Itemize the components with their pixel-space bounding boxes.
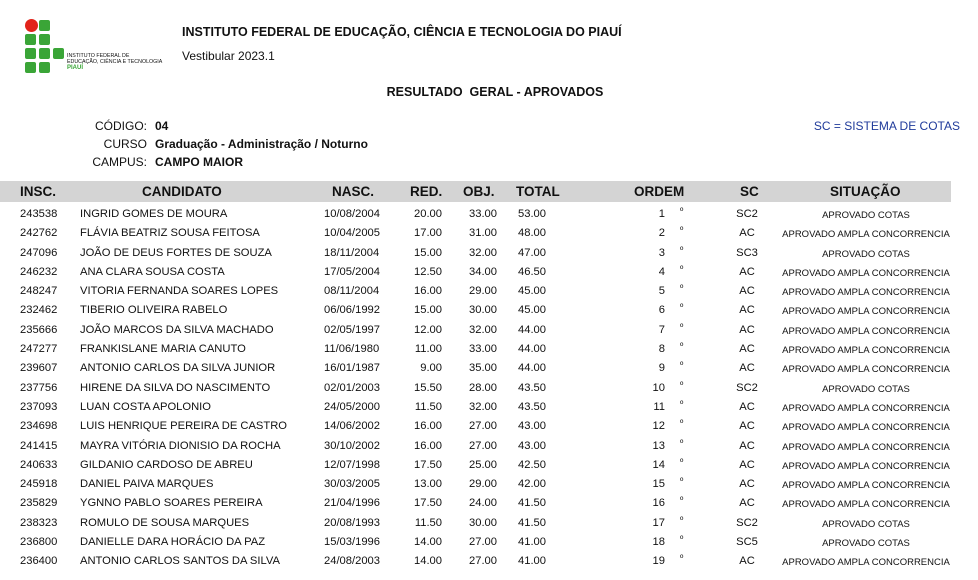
cell-obj: 25.00	[469, 458, 497, 471]
cell-insc: 239607	[20, 362, 58, 375]
table-row	[0, 456, 978, 475]
cell-total: 48.00	[518, 227, 546, 240]
cell-ordem: 3	[658, 246, 665, 259]
cell-nasc: 18/11/2004	[324, 246, 380, 259]
cell-red: 11.50	[414, 400, 442, 413]
cell-sc: SC2	[736, 516, 758, 529]
cell-ordem: 4	[658, 265, 665, 278]
cell-situacao: APROVADO COTAS	[822, 210, 910, 221]
cell-insc: 247096	[20, 246, 58, 259]
cell-sc: AC	[739, 439, 755, 452]
cell-sc: AC	[739, 362, 755, 375]
exam-subtitle: Vestibular 2023.1	[182, 49, 275, 63]
cell-nasc: 20/08/1993	[324, 516, 380, 529]
table-row	[0, 494, 978, 513]
cell-insc: 242762	[20, 227, 58, 240]
cell-situacao: APROVADO COTAS	[822, 383, 910, 395]
cell-obj: 33.00	[469, 343, 497, 356]
cell-candidato: FRANKISLANE MARIA CANUTO	[80, 343, 246, 356]
cell-obj: 31.00	[469, 227, 497, 240]
cell-ordem: 1	[658, 208, 665, 220]
cell-red: 17.50	[414, 458, 442, 471]
cell-total: 41.50	[518, 497, 546, 510]
cell-red: 17.00	[414, 227, 442, 240]
cell-obj: 32.00	[469, 323, 497, 336]
cell-insc: 235666	[20, 323, 58, 336]
cell-sc: AC	[739, 265, 755, 278]
cell-sc: AC	[739, 555, 755, 568]
cell-situacao: APROVADO AMPLA CONCORRENCIA	[782, 402, 950, 414]
curso-value: Graduação - Administração / Noturno	[155, 137, 368, 151]
cell-situacao: APROVADO AMPLA CONCORRENCIA	[782, 229, 950, 241]
cell-insc: 237756	[20, 381, 58, 394]
cell-candidato: YGNNO PABLO SOARES PEREIRA	[80, 497, 263, 510]
cell-insc: 245918	[20, 478, 58, 491]
cell-ordem: 9	[658, 362, 665, 375]
cell-ordem: 11	[653, 400, 665, 413]
cell-candidato: ANTONIO CARLOS DA SILVA JUNIOR	[80, 362, 276, 375]
cell-nasc: 30/03/2005	[324, 478, 380, 491]
cell-insc: 236400	[20, 555, 58, 568]
cell-nasc: 06/06/1992	[324, 304, 380, 317]
ordinal-mark: º	[680, 437, 684, 448]
ordinal-mark: º	[680, 244, 684, 255]
cell-sc: SC2	[736, 381, 758, 394]
col-header-candidato: CANDIDATO	[142, 184, 222, 199]
col-header-situacao: SITUAÇÃO	[830, 184, 901, 199]
cell-total: 46.50	[518, 265, 546, 278]
curso-label: CURSO	[103, 137, 147, 151]
cell-ordem: 10	[652, 381, 665, 394]
cell-obj: 27.00	[469, 536, 497, 549]
cell-candidato: JOÃO MARCOS DA SILVA MACHADO	[80, 323, 274, 336]
cell-candidato: DANIELLE DARA HORÁCIO DA PAZ	[80, 536, 266, 549]
cell-total: 44.00	[518, 343, 546, 356]
ordinal-mark: º	[680, 495, 684, 506]
cell-situacao: APROVADO AMPLA CONCORRENCIA	[782, 325, 950, 337]
cell-insc: 247277	[20, 343, 58, 356]
cell-situacao: APROVADO AMPLA CONCORRENCIA	[782, 557, 950, 569]
cell-total: 43.50	[518, 400, 546, 413]
cell-nasc: 14/06/2002	[324, 420, 380, 433]
codigo-line	[77, 119, 168, 133]
cell-situacao: APROVADO AMPLA CONCORRENCIA	[782, 345, 950, 357]
cell-candidato: HIRENE DA SILVA DO NASCIMENTO	[80, 381, 271, 394]
cell-obj: 30.00	[469, 304, 497, 317]
ordinal-mark: º	[680, 263, 684, 274]
cell-ordem: 7	[658, 323, 665, 336]
cell-sc: AC	[739, 478, 755, 491]
cell-red: 16.00	[414, 439, 442, 452]
table-row	[0, 398, 978, 417]
cell-ordem: 16	[652, 497, 665, 510]
cell-red: 14.00	[414, 555, 442, 568]
cell-candidato: TIBERIO OLIVEIRA RABELO	[80, 304, 228, 317]
cell-ordem: 2	[658, 227, 665, 240]
table-row	[0, 533, 978, 552]
cell-red: 11.50	[414, 516, 442, 529]
cell-nasc: 12/07/1998	[324, 458, 380, 471]
col-header-sc: SC	[740, 184, 759, 199]
cell-candidato: JOÃO DE DEUS FORTES DE SOUZA	[80, 246, 272, 259]
cell-total: 45.00	[518, 285, 546, 298]
cell-nasc: 24/08/2003	[324, 555, 380, 568]
cell-red: 13.00	[414, 478, 442, 491]
cell-nasc: 17/05/2004	[324, 265, 380, 278]
campus-label: CAMPUS:	[92, 155, 147, 169]
cell-total: 41.50	[518, 516, 546, 529]
cell-nasc: 02/05/1997	[324, 323, 380, 336]
cell-total: 47.00	[518, 246, 546, 259]
curso-line	[77, 137, 368, 151]
cell-ordem: 6	[658, 304, 665, 317]
cell-insc: 243538	[20, 208, 58, 220]
cell-obj: 27.00	[469, 420, 497, 433]
cell-obj: 28.00	[469, 381, 497, 394]
cell-ordem: 17	[652, 516, 665, 529]
cell-insc: 237093	[20, 400, 58, 413]
cell-sc: AC	[739, 343, 755, 356]
cell-situacao: APROVADO AMPLA CONCORRENCIA	[782, 460, 950, 472]
cell-obj: 30.00	[469, 516, 497, 529]
cell-candidato: INGRID GOMES DE MOURA	[80, 208, 228, 220]
cell-ordem: 5	[658, 285, 665, 298]
cell-situacao: APROVADO AMPLA CONCORRENCIA	[782, 499, 950, 511]
cell-sc: SC2	[736, 208, 758, 220]
cell-candidato: ROMULO DE SOUSA MARQUES	[80, 516, 250, 529]
cell-sc: SC5	[736, 536, 758, 549]
ordinal-mark: º	[680, 476, 684, 487]
cell-sc: SC3	[736, 246, 758, 259]
table-row	[0, 263, 978, 282]
cell-situacao: APROVADO COTAS	[822, 248, 910, 260]
cell-red: 14.00	[414, 536, 442, 549]
cell-insc: 232462	[20, 304, 58, 317]
cell-insc: 235829	[20, 497, 58, 510]
cell-obj: 32.00	[469, 246, 497, 259]
result-title: RESULTADO GERAL - APROVADOS	[386, 85, 604, 99]
cell-ordem: 19	[652, 555, 665, 568]
cell-situacao: APROVADO COTAS	[822, 538, 910, 550]
cell-nasc: 16/01/1987	[324, 362, 380, 375]
table-row	[0, 552, 978, 571]
cell-sc: AC	[739, 285, 755, 298]
col-header-total: TOTAL	[516, 184, 560, 199]
col-header-ordem: ORDEM	[634, 184, 685, 199]
cell-situacao: APROVADO AMPLA CONCORRENCIA	[782, 306, 950, 318]
cell-candidato: VITORIA FERNANDA SOARES LOPES	[80, 285, 279, 298]
ordinal-mark: º	[680, 534, 684, 545]
cotas-legend: SC = SISTEMA DE COTAS	[813, 119, 960, 133]
ordinal-mark: º	[680, 360, 684, 371]
cell-total: 42.50	[518, 458, 546, 471]
table-row	[0, 475, 978, 494]
cell-red: 17.50	[414, 497, 442, 510]
table-row	[0, 282, 978, 301]
cell-candidato: LUAN COSTA APOLONIO	[80, 400, 211, 413]
table-row	[0, 340, 978, 359]
ordinal-mark: º	[680, 206, 684, 216]
cell-nasc: 24/05/2000	[324, 400, 380, 413]
cell-situacao: APROVADO AMPLA CONCORRENCIA	[782, 364, 950, 376]
cell-total: 41.00	[518, 536, 546, 549]
cell-nasc: 11/06/1980	[324, 343, 380, 356]
ordinal-mark: º	[680, 514, 684, 525]
cell-ordem: 14	[652, 458, 665, 471]
cell-insc: 238323	[20, 516, 58, 529]
table-row	[0, 205, 978, 224]
cell-total: 41.00	[518, 555, 546, 568]
cell-sc: AC	[739, 323, 755, 336]
logo-text: INSTITUTO FEDERAL DE EDUCAÇÃO, CIÊNCIA E TECNOLOGIA PIAUÍ	[67, 53, 163, 71]
cell-red: 11.00	[414, 343, 442, 356]
ifpi-logo	[25, 19, 165, 77]
cell-insc: 236800	[20, 536, 58, 549]
cell-insc: 246232	[20, 265, 58, 278]
cell-total: 43.00	[518, 439, 546, 452]
cell-obj: 24.00	[469, 497, 497, 510]
cell-candidato: ANTONIO CARLOS SANTOS DA SILVA	[80, 555, 280, 568]
ordinal-mark: º	[680, 418, 684, 429]
table-row	[0, 359, 978, 378]
col-header-red: RED.	[410, 184, 443, 199]
cell-obj: 29.00	[469, 285, 497, 298]
table-row	[0, 379, 978, 398]
cell-nasc: 02/01/2003	[324, 381, 380, 394]
cell-sc: AC	[739, 227, 755, 240]
cell-ordem: 8	[658, 343, 665, 356]
cell-nasc: 10/08/2004	[324, 208, 380, 220]
cell-total: 44.00	[518, 362, 546, 375]
cell-obj: 35.00	[469, 362, 497, 375]
cell-candidato: MAYRA VITÓRIA DIONISIO DA ROCHA	[80, 439, 281, 452]
ordinal-mark: º	[680, 225, 684, 236]
campus-value: CAMPO MAIOR	[155, 155, 243, 169]
ordinal-mark: º	[680, 398, 684, 409]
ordinal-mark: º	[680, 456, 684, 467]
cell-situacao: APROVADO AMPLA CONCORRENCIA	[782, 441, 950, 453]
cell-red: 15.00	[414, 304, 442, 317]
cell-situacao: APROVADO AMPLA CONCORRENCIA	[782, 267, 950, 279]
table-row	[0, 224, 978, 243]
table-row	[0, 301, 978, 320]
cell-insc: 240633	[20, 458, 58, 471]
cell-candidato: DANIEL PAIVA MARQUES	[80, 478, 214, 491]
cell-red: 16.00	[414, 285, 442, 298]
cell-ordem: 18	[652, 536, 665, 549]
cell-ordem: 15	[652, 478, 665, 491]
cell-candidato: LUIS HENRIQUE PEREIRA DE CASTRO	[80, 420, 288, 433]
cell-red: 16.00	[414, 420, 442, 433]
cell-sc: AC	[739, 400, 755, 413]
cell-total: 53.00	[518, 208, 546, 220]
cell-total: 44.00	[518, 323, 546, 336]
cell-red: 12.50	[414, 265, 442, 278]
col-header-obj: OBJ.	[463, 184, 495, 199]
cell-situacao: APROVADO AMPLA CONCORRENCIA	[782, 422, 950, 434]
cell-candidato: ANA CLARA SOUSA COSTA	[80, 265, 225, 278]
cell-candidato: FLÁVIA BEATRIZ SOUSA FEITOSA	[80, 227, 260, 240]
logo-mark-icon	[25, 19, 65, 75]
cell-situacao: APROVADO COTAS	[822, 518, 910, 530]
cell-obj: 27.00	[469, 555, 497, 568]
cell-total: 43.00	[518, 420, 546, 433]
table-row	[0, 321, 978, 340]
cell-insc: 248247	[20, 285, 58, 298]
cell-red: 15.00	[414, 246, 442, 259]
cell-candidato: GILDANIO CARDOSO DE ABREU	[80, 458, 253, 471]
cell-obj: 32.00	[469, 400, 497, 413]
cell-situacao: APROVADO AMPLA CONCORRENCIA	[782, 287, 950, 299]
table-row	[0, 244, 978, 263]
cell-sc: AC	[739, 497, 755, 510]
results-table-body	[0, 205, 978, 572]
cell-nasc: 08/11/2004	[324, 285, 380, 298]
cell-red: 20.00	[414, 208, 442, 220]
cell-nasc: 30/10/2002	[324, 439, 380, 452]
cell-obj: 33.00	[469, 208, 497, 220]
codigo-value: 04	[155, 119, 169, 133]
cell-red: 12.00	[414, 323, 442, 336]
cell-insc: 234698	[20, 420, 58, 433]
cell-obj: 27.00	[469, 439, 497, 452]
cell-situacao: APROVADO AMPLA CONCORRENCIA	[782, 480, 950, 492]
cell-total: 45.00	[518, 304, 546, 317]
cell-insc: 241415	[20, 439, 58, 452]
table-row	[0, 437, 978, 456]
cell-sc: AC	[739, 304, 755, 317]
cell-nasc: 15/03/1996	[324, 536, 380, 549]
ordinal-mark: º	[680, 283, 684, 294]
cell-total: 43.50	[518, 381, 546, 394]
institution-title: INSTITUTO FEDERAL DE EDUCAÇÃO, CIÊNCIA E TECNOLOGIA DO PIAUÍ	[182, 25, 622, 39]
ordinal-mark: º	[680, 341, 684, 352]
codigo-label: CÓDIGO:	[94, 119, 147, 133]
cell-obj: 29.00	[469, 478, 497, 491]
table-row	[0, 417, 978, 436]
ordinal-mark: º	[680, 553, 684, 564]
campus-line	[77, 155, 243, 169]
cell-sc: AC	[739, 458, 755, 471]
cell-red: 15.50	[414, 381, 442, 394]
cell-ordem: 12	[652, 420, 665, 433]
table-row	[0, 514, 978, 533]
cell-obj: 34.00	[469, 265, 497, 278]
cell-ordem: 13	[652, 439, 665, 452]
cell-nasc: 21/04/1996	[324, 497, 380, 510]
col-header-insc: INSC.	[20, 184, 57, 199]
cell-total: 42.00	[518, 478, 546, 491]
ordinal-mark: º	[680, 321, 684, 332]
cell-nasc: 10/04/2005	[324, 227, 380, 240]
cell-red: 9.00	[420, 362, 442, 375]
cell-sc: AC	[739, 420, 755, 433]
ordinal-mark: º	[680, 302, 684, 313]
col-header-nasc: NASC.	[332, 184, 375, 199]
ordinal-mark: º	[680, 379, 684, 390]
